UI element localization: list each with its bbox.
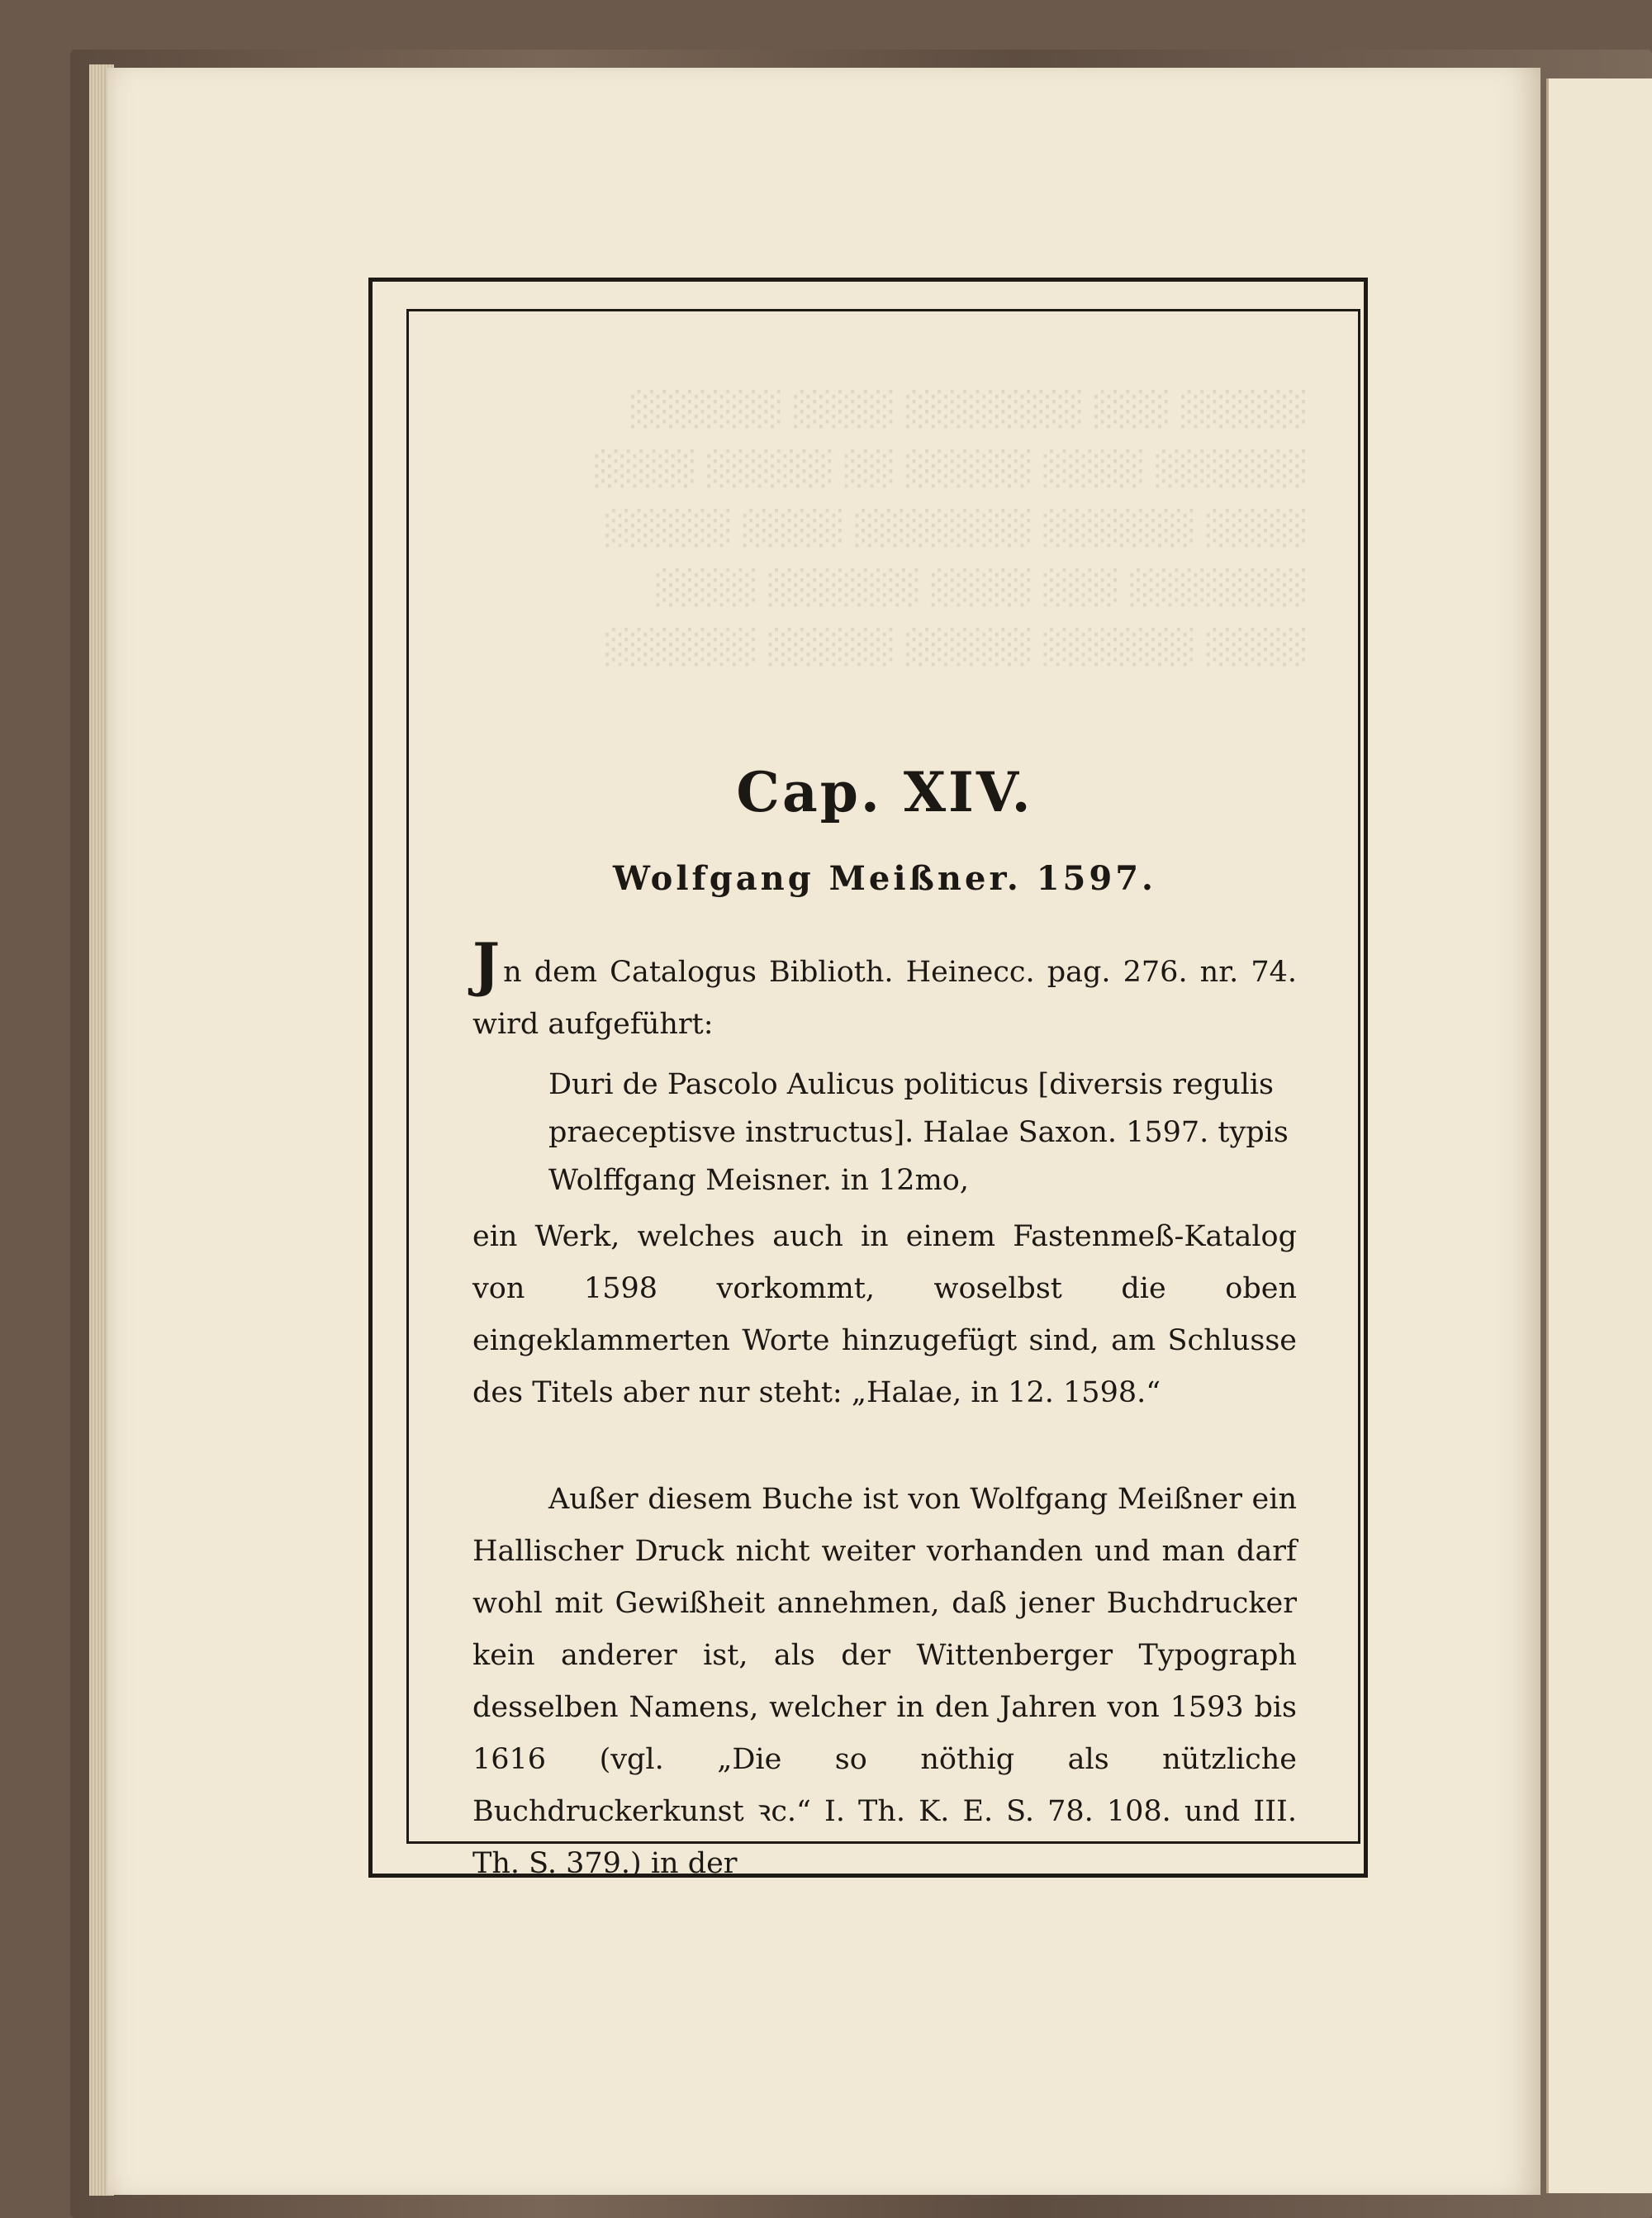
page-content bbox=[472, 760, 1297, 1890]
paragraph-intro bbox=[472, 930, 1297, 1051]
quote-line: praeceptisve instructus]. Halae Saxon. 1597. typis bbox=[548, 1116, 1289, 1149]
quote-line: Duri de Pascolo Aulicus politicus [diversis regulis bbox=[548, 1068, 1275, 1101]
paragraph-catalog: ein Werk, welches auch in einem Fastenmeß-Katalog von 1598 vorkommt, woselbst die oben eingeklammerten Worte hinzugefügt sind, am Schlusse des Titels aber nur steht: „Halae, in 12. 1598.“ bbox=[472, 1220, 1297, 1409]
quoted-title bbox=[548, 1061, 1297, 1204]
section-title: Wolfgang Meißner. 1597. bbox=[613, 859, 1156, 898]
facing-page-edge bbox=[1546, 78, 1652, 2193]
quote-line: Wolffgang Meisner. in 12mo, bbox=[548, 1164, 969, 1197]
paragraph-printer: Außer diesem Buche ist von Wolfgang Meißner ein Hallischer Druck nicht weiter vorhanden und man darf wohl mit Gewißheit annehmen, daß jener Buchdrucker kein anderer ist, als der Wittenberger Typograph desselben Namens, welcher in den Jahren von 1593 bis 1616 (vgl. „Die so nöthig als nützliche Buchdruckerkunst ꝛc.“ I. Th. K. E. S. 78. 108. und III. Th. S. 379.) in der bbox=[472, 1483, 1297, 1880]
chapter-heading: Cap. XIV. bbox=[736, 760, 1033, 824]
drop-cap: J bbox=[472, 930, 501, 999]
paragraph-intro-text: n dem Catalogus Biblioth. Heinecc. pag. 276. nr. 74. wird aufgeführt: bbox=[472, 956, 1297, 1041]
